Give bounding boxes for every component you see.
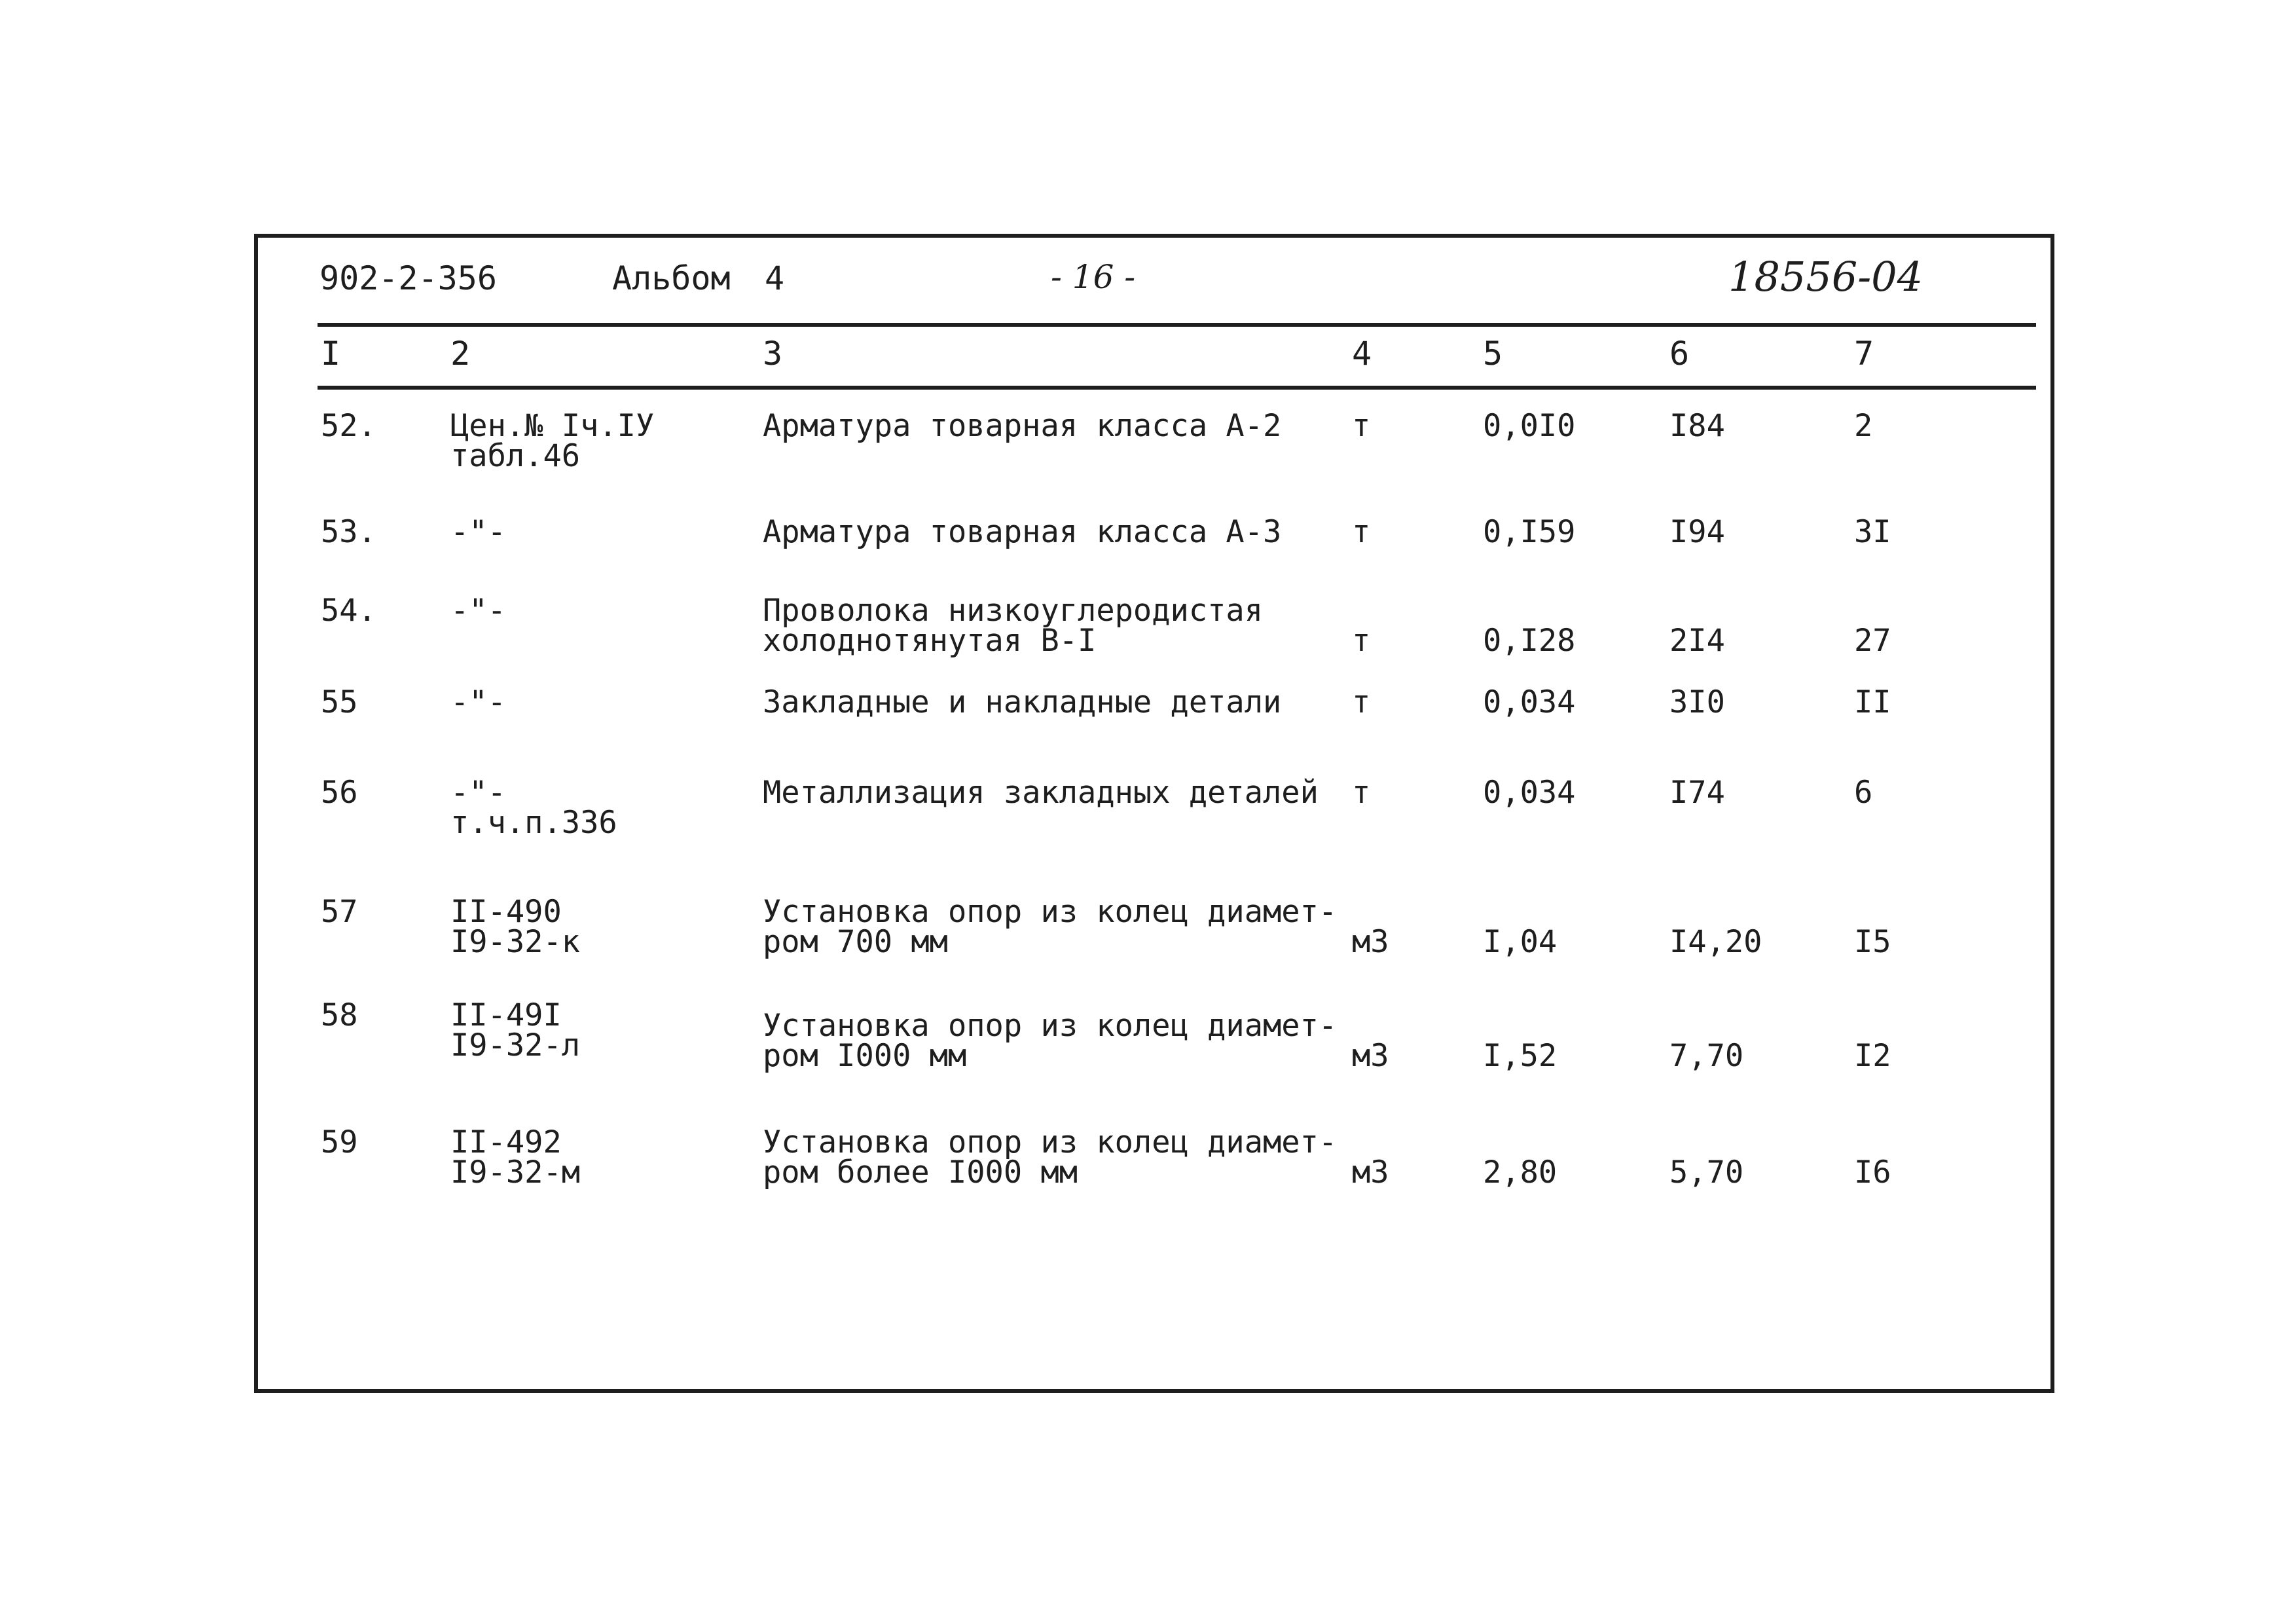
column-header-4: 4: [1352, 335, 1372, 373]
row-unit: т: [1352, 775, 1371, 811]
row-reference: II-49I: [450, 997, 562, 1033]
row-name: ром более I000 мм: [763, 1154, 1078, 1190]
row-quantity: 0,034: [1483, 684, 1576, 720]
row-reference: I9-32-м: [450, 1154, 581, 1190]
row-reference: I9-32-к: [450, 924, 581, 960]
row-sum: I2: [1854, 1038, 1891, 1074]
album-label: Альбом: [612, 259, 731, 297]
row-reference: т.ч.п.336: [450, 805, 617, 841]
row-unit: т: [1352, 684, 1371, 720]
row-quantity: 0,034: [1483, 775, 1576, 811]
row-reference: -"-: [450, 684, 506, 720]
row-sum: I5: [1854, 924, 1891, 960]
row-number: 54.: [321, 593, 376, 629]
row-reference: -"-: [450, 775, 506, 811]
row-price: I84: [1669, 408, 1725, 444]
row-name: Установка опор из колец диамет-: [763, 1124, 1338, 1160]
row-price: I74: [1669, 775, 1725, 811]
row-sum: II: [1854, 684, 1891, 720]
doc-code: 902-2-356: [319, 259, 497, 297]
stamp-number: 18556-04: [1728, 253, 1923, 301]
row-name: Металлизация закладных деталей: [763, 775, 1319, 811]
row-unit: т: [1352, 408, 1371, 444]
row-name: ром I000 мм: [763, 1038, 967, 1074]
row-number: 59: [321, 1124, 358, 1160]
row-sum: 2: [1854, 408, 1873, 444]
column-header-5: 5: [1483, 335, 1503, 373]
row-name: Установка опор из колец диамет-: [763, 894, 1338, 930]
row-number: 55: [321, 684, 358, 720]
row-name: Закладные и накладные детали: [763, 684, 1282, 720]
row-price: 3I0: [1669, 684, 1725, 720]
column-header-2: 2: [450, 335, 471, 373]
row-reference: -"-: [450, 593, 506, 629]
row-quantity: I,04: [1483, 924, 1558, 960]
row-sum: 6: [1854, 775, 1873, 811]
row-reference: II-490: [450, 894, 562, 930]
row-quantity: 0,0I0: [1483, 408, 1576, 444]
row-price: 5,70: [1669, 1154, 1744, 1190]
row-name: Арматура товарная класса А-2: [763, 408, 1282, 444]
row-price: I94: [1669, 514, 1725, 550]
row-reference: Цен.№ Iч.IУ: [450, 408, 655, 444]
row-name: холоднотянутая В-I: [763, 623, 1097, 659]
row-reference: табл.46: [450, 438, 581, 474]
row-sum: 27: [1854, 623, 1891, 659]
row-price: 7,70: [1669, 1038, 1744, 1074]
row-name: ром 700 мм: [763, 924, 948, 960]
row-reference: II-492: [450, 1124, 562, 1160]
row-unit: т: [1352, 623, 1371, 659]
row-price: I4,20: [1669, 924, 1762, 960]
row-name: Проволока низкоуглеродистая: [763, 593, 1264, 629]
column-header-6: 6: [1669, 335, 1690, 373]
row-name: Установка опор из колец диамет-: [763, 1008, 1338, 1044]
row-quantity: 2,80: [1483, 1154, 1558, 1190]
page-number: - 16 -: [1051, 258, 1136, 296]
row-reference: I9-32-л: [450, 1027, 581, 1063]
header-rule: [318, 323, 2036, 327]
row-reference: -"-: [450, 514, 506, 550]
row-unit: т: [1352, 514, 1371, 550]
row-price: 2I4: [1669, 623, 1725, 659]
row-number: 52.: [321, 408, 376, 444]
row-number: 53.: [321, 514, 376, 550]
row-unit: м3: [1352, 1038, 1389, 1074]
column-header-3: 3: [763, 335, 783, 373]
row-number: 58: [321, 997, 358, 1033]
row-number: 56: [321, 775, 358, 811]
column-header-1: I: [321, 335, 341, 373]
row-name: Арматура товарная класса А-3: [763, 514, 1282, 550]
column-header-7: 7: [1854, 335, 1874, 373]
row-quantity: 0,I59: [1483, 514, 1576, 550]
row-unit: м3: [1352, 924, 1389, 960]
row-quantity: 0,I28: [1483, 623, 1576, 659]
row-unit: м3: [1352, 1154, 1389, 1190]
row-sum: 3I: [1854, 514, 1891, 550]
row-quantity: I,52: [1483, 1038, 1558, 1074]
row-sum: I6: [1854, 1154, 1891, 1190]
album-number: 4: [765, 259, 785, 297]
column-header-rule: [318, 386, 2036, 390]
row-number: 57: [321, 894, 358, 930]
